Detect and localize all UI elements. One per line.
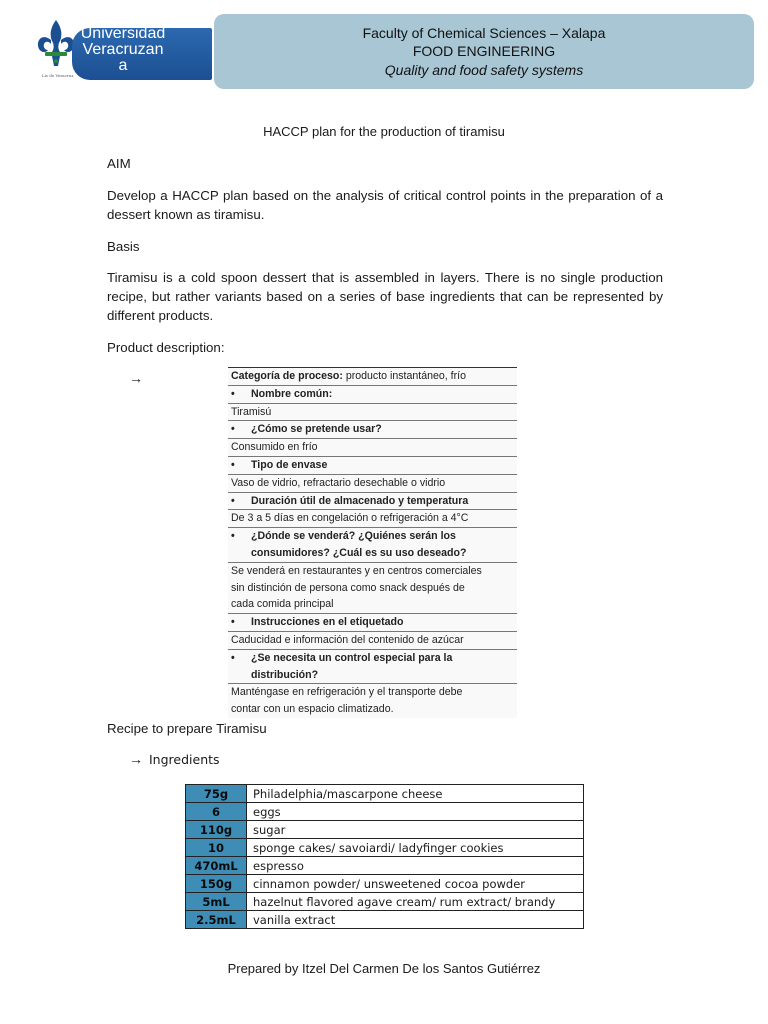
question-text-continued: distribución?	[251, 668, 319, 681]
bullet: •	[231, 530, 235, 543]
question-row	[228, 493, 517, 511]
question-text: Nombre común:	[251, 387, 333, 400]
ingredient-quantity: 2.5mL	[186, 911, 247, 929]
bullet: •	[231, 616, 235, 629]
question-text: ¿Dónde se venderá? ¿Quiénes serán los	[251, 530, 456, 543]
ingredient-quantity: 10	[186, 839, 247, 857]
question-row	[228, 614, 517, 632]
program-name: FOOD ENGINEERING	[412, 43, 556, 59]
ingredients-label-line	[129, 751, 220, 767]
header-band	[214, 14, 754, 89]
right-arrow-icon: →	[129, 751, 143, 767]
logo-line-2: Veracruzan	[82, 41, 164, 58]
ingredient-name: sugar	[247, 821, 584, 839]
question-row	[228, 528, 517, 563]
bullet: •	[231, 387, 235, 400]
basis-paragraph: Tiramisu is a cold spoon dessert that is assembled in layers. There is no single production recipe, but rather variants based on a series of base ingredients that can be represented by different products.	[107, 270, 663, 323]
question-row	[228, 421, 517, 439]
ingredient-name: hazelnut flavored agave cream/ rum extract/ brandy	[247, 893, 584, 911]
bullet: •	[231, 651, 235, 664]
ingredient-name: eggs	[247, 803, 584, 821]
category-label: Categoría de proceso:	[231, 370, 343, 382]
question-row	[228, 650, 517, 685]
table-row	[186, 839, 584, 857]
question-row	[228, 386, 517, 404]
answer-line: Manténgase en refrigeración y el transporte debe	[231, 686, 463, 699]
category-row	[228, 367, 517, 386]
faculty-name: Faculty of Chemical Sciences – Xalapa	[362, 25, 606, 41]
answer-line: sin distinción de persona como snack después de	[231, 581, 465, 594]
right-arrow-icon: →	[129, 370, 143, 386]
ingredient-quantity: 110g	[186, 821, 247, 839]
ingredient-quantity: 6	[186, 803, 247, 821]
answer-row: Caducidad e información del contenido de azúcar	[228, 632, 517, 650]
question-text: Instrucciones en el etiquetado	[251, 616, 404, 629]
table-row	[186, 911, 584, 929]
ingredient-name: cinnamon powder/ unsweetened cocoa powder	[247, 875, 584, 893]
basis-heading: Basis	[107, 239, 140, 254]
table-row	[186, 893, 584, 911]
table-row	[186, 821, 584, 839]
question-text: Duración útil de almacenado y temperatura	[251, 494, 469, 507]
table-row	[186, 875, 584, 893]
product-description-table	[228, 367, 517, 718]
answer-row	[228, 563, 517, 614]
answer-row: Vaso de vidrio, refractario desechable o vidrio	[228, 475, 517, 493]
logo-line-1: Universidad	[80, 25, 166, 42]
ingredient-quantity: 150g	[186, 875, 247, 893]
logo-line-3: a	[118, 57, 128, 74]
ingredients-label: Ingredients	[149, 752, 220, 767]
answer-row	[228, 684, 517, 718]
logo-caption: Lis de Veracruz	[42, 73, 74, 78]
bullet: •	[231, 494, 235, 507]
question-text: ¿Se necesita un control especial para la	[251, 651, 453, 664]
ingredient-name: sponge cakes/ savoiardi/ ladyfinger cookies	[247, 839, 584, 857]
ingredients-table	[185, 784, 584, 929]
ingredient-quantity: 75g	[186, 785, 247, 803]
document-title: HACCP plan for the production of tiramisu	[263, 124, 505, 139]
course-name: Quality and food safety systems	[384, 62, 584, 78]
logo-wordmark	[68, 25, 178, 74]
table-row	[186, 857, 584, 875]
question-row	[228, 457, 517, 475]
aim-heading: AIM	[107, 156, 131, 171]
category-value: producto instantáneo, frío	[345, 370, 466, 382]
aim-paragraph: Develop a HACCP plan based on the analysis of critical control points in the preparation of a dessert known as tiramisu.	[107, 188, 663, 222]
answer-line: contar con un espacio climatizado.	[231, 703, 394, 716]
bullet: •	[231, 458, 235, 471]
answer-row: Tiramisú	[228, 404, 517, 422]
table-row	[186, 785, 584, 803]
answer-line: Se venderá en restaurantes y en centros comerciales	[231, 564, 482, 577]
question-text: Tipo de envase	[251, 458, 328, 471]
answer-row: Consumido en frío	[228, 439, 517, 457]
answer-line: cada comida principal	[231, 598, 334, 611]
ingredient-name: espresso	[247, 857, 584, 875]
ingredient-quantity: 470mL	[186, 857, 247, 875]
author-footer: Prepared by Itzel Del Carmen De los Santos Gutiérrez	[227, 961, 541, 976]
university-logo	[36, 14, 212, 84]
bullet: •	[231, 423, 235, 436]
ingredient-quantity: 5mL	[186, 893, 247, 911]
recipe-heading: Recipe to prepare Tiramisu	[107, 721, 267, 736]
question-text: ¿Cómo se pretende usar?	[251, 423, 382, 436]
product-description-heading: Product description:	[107, 340, 225, 355]
table-row	[186, 803, 584, 821]
answer-row: De 3 a 5 días en congelación o refrigeración a 4°C	[228, 510, 517, 528]
question-text-continued: consumidores? ¿Cuál es su uso deseado?	[251, 546, 467, 559]
ingredient-name: vanilla extract	[247, 911, 584, 929]
ingredient-name: Philadelphia/mascarpone cheese	[247, 785, 584, 803]
